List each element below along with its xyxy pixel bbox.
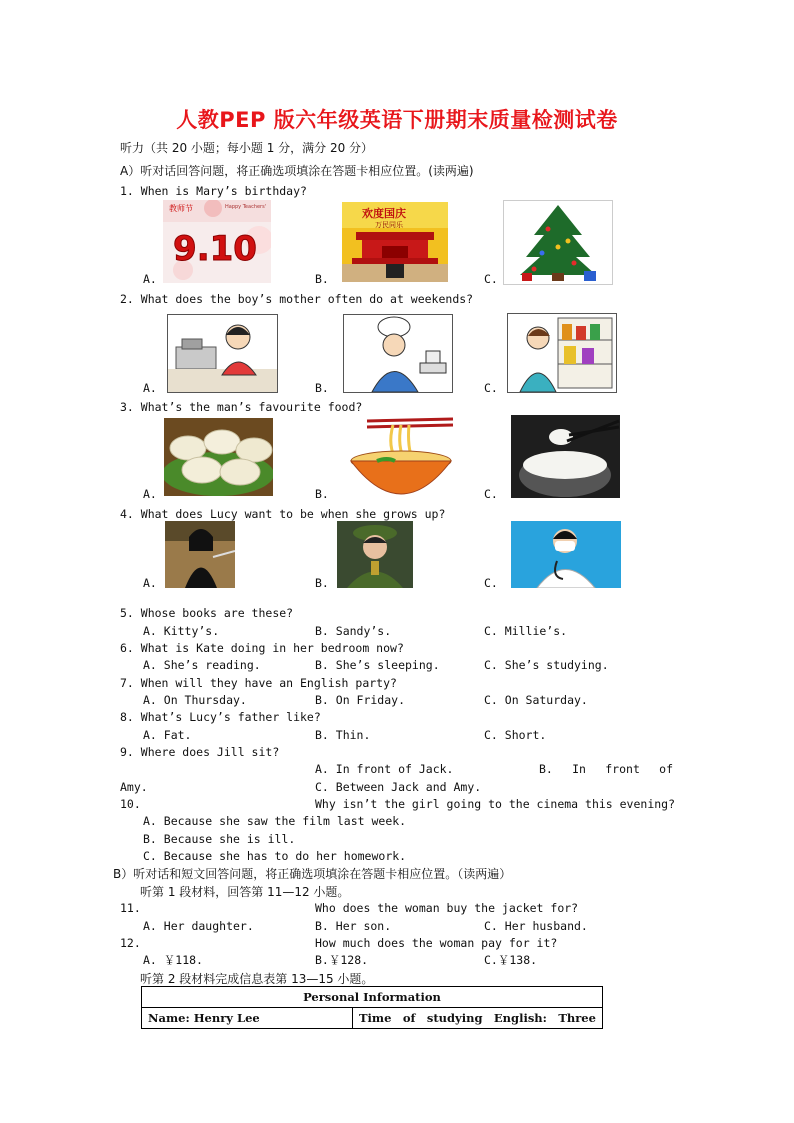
material-1-instruction: 听第 1 段材料，回答第 11—12 小题。 xyxy=(140,885,350,899)
q9-option-b xyxy=(539,762,673,776)
q9-b-word: B. xyxy=(539,762,553,776)
q2-option-b-label: B. xyxy=(315,381,329,395)
question-4: 4. What does Lucy want to be when she grows up? xyxy=(120,507,446,521)
q1-option-b-label: B. xyxy=(315,272,329,286)
q6-option-c: C. She’s studying. xyxy=(484,658,609,672)
personal-information-table xyxy=(141,986,603,1029)
q10-option-c: C. Because she has to do her homework. xyxy=(143,849,407,863)
q3-dumplings-image xyxy=(164,418,273,496)
listening-header: 听力（共 20 小题；每小题 1 分，满分 20 分） xyxy=(120,141,374,155)
q2-option-c-label: C. xyxy=(484,381,498,395)
q1-christmas-tree-image xyxy=(503,200,613,285)
question-6: 6. What is Kate doing in her bedroom now? xyxy=(120,641,404,655)
q5-option-c: C. Millie’s. xyxy=(484,624,568,638)
q9-option-c: C. Between Jack and Amy. xyxy=(315,780,482,794)
q5-option-a: A. Kitty’s. xyxy=(143,624,220,638)
q5-option-b: B. Sandy’s. xyxy=(315,624,392,638)
q3-option-c-label: C. xyxy=(484,487,498,501)
question-12: How much does the woman pay for it? xyxy=(315,936,558,950)
q10-option-b: B. Because she is ill. xyxy=(143,832,296,846)
q1-option-a-label: A. xyxy=(143,272,157,286)
q8-option-b: B. Thin. xyxy=(315,728,371,742)
q1-teachers-day-image xyxy=(163,200,271,283)
question-2: 2. What does the boy’s mother often do at weekends? xyxy=(120,292,474,306)
q10-option-a: A. Because she saw the film last week. xyxy=(143,814,407,828)
q2-chef-image xyxy=(343,314,453,393)
question-11-number: 11. xyxy=(120,901,141,915)
q12-option-c: C.￥138. xyxy=(484,953,538,967)
question-8: 8. What’s Lucy’s father like? xyxy=(120,710,321,724)
q4-teacher-image xyxy=(165,521,235,588)
question-10: Why isn’t the girl going to the cinema this evening? xyxy=(315,797,676,811)
q12-option-a: A. ￥118. xyxy=(143,953,203,967)
question-1: 1. When is Mary’s birthday? xyxy=(120,184,307,198)
table-time-word: Three xyxy=(558,1011,596,1025)
q3-rice-image xyxy=(511,415,620,498)
q9-b-word: of xyxy=(659,762,673,776)
q1-a-caption: 教师节 xyxy=(169,204,193,213)
q8-option-a: A. Fat. xyxy=(143,728,192,742)
page-title: 人教PEP 版六年级英语下册期末质量检测试卷 xyxy=(176,108,618,132)
q6-option-b: B. She’s sleeping. xyxy=(315,658,440,672)
q9-option-b-continued: Amy. xyxy=(120,780,148,794)
table-time-word: of xyxy=(402,1011,416,1025)
q7-option-c: C. On Saturday. xyxy=(484,693,588,707)
q2-cashier-image xyxy=(167,314,278,393)
material-2-instruction: 听第 2 段材料完成信息表第 13—15 小题。 xyxy=(140,972,374,986)
q1-national-day-image xyxy=(342,202,448,282)
q4-option-b-label: B. xyxy=(315,576,329,590)
q2-option-a-label: A. xyxy=(143,381,157,395)
q9-option-a: A. In front of Jack. xyxy=(315,762,454,776)
question-3: 3. What’s the man’s favourite food? xyxy=(120,400,363,414)
q7-option-a: A. On Thursday. xyxy=(143,693,247,707)
q11-option-b: B. Her son. xyxy=(315,919,392,933)
q11-option-a: A. Her daughter. xyxy=(143,919,254,933)
table-time-word: English: xyxy=(493,1011,547,1025)
q1-b-caption: 欢度国庆 xyxy=(362,207,406,220)
q1-a-subcaption: Happy Teachers' xyxy=(225,204,267,210)
q3-option-b-label: B. xyxy=(315,487,329,501)
question-5: 5. Whose books are these? xyxy=(120,606,294,620)
question-11: Who does the woman buy the jacket for? xyxy=(315,901,579,915)
q1-b-subcaption: 万民同乐 xyxy=(375,221,403,229)
question-9: 9. Where does Jill sit? xyxy=(120,745,280,759)
section-b-instruction: B）听对话和短文回答问题，将正确选项填涂在答题卡相应位置。（读两遍） xyxy=(113,867,512,881)
table-time-word: Time xyxy=(359,1011,392,1025)
q12-option-b: B.￥128. xyxy=(315,953,369,967)
q4-option-c-label: C. xyxy=(484,576,498,590)
q4-option-a-label: A. xyxy=(143,576,157,590)
table-cell-name: Name: Henry Lee xyxy=(142,1008,353,1029)
q9-b-word: front xyxy=(605,762,640,776)
question-7: 7. When will they have an English party? xyxy=(120,676,397,690)
q2-shopping-image xyxy=(507,313,617,393)
q7-option-b: B. On Friday. xyxy=(315,693,406,707)
table-cell-time xyxy=(353,1008,603,1029)
question-10-number: 10. xyxy=(120,797,141,811)
q1-a-number: 9.10 xyxy=(173,229,257,269)
q4-doctor-image xyxy=(511,521,621,588)
q6-option-a: A. She’s reading. xyxy=(143,658,261,672)
question-12-number: 12. xyxy=(120,936,141,950)
q8-option-c: C. Short. xyxy=(484,728,547,742)
table-header: Personal Information xyxy=(142,987,603,1008)
q3-noodles-image xyxy=(347,417,455,499)
q3-option-a-label: A. xyxy=(143,487,157,501)
q11-option-c: C. Her husband. xyxy=(484,919,588,933)
table-time-word: studying xyxy=(426,1011,483,1025)
q9-b-word: In xyxy=(572,762,586,776)
section-a-instruction: A）听对话回答问题，将正确选项填涂在答题卡相应位置。(读两遍) xyxy=(120,164,474,178)
q1-option-c-label: C. xyxy=(484,272,498,286)
q4-soldier-image xyxy=(337,521,413,588)
